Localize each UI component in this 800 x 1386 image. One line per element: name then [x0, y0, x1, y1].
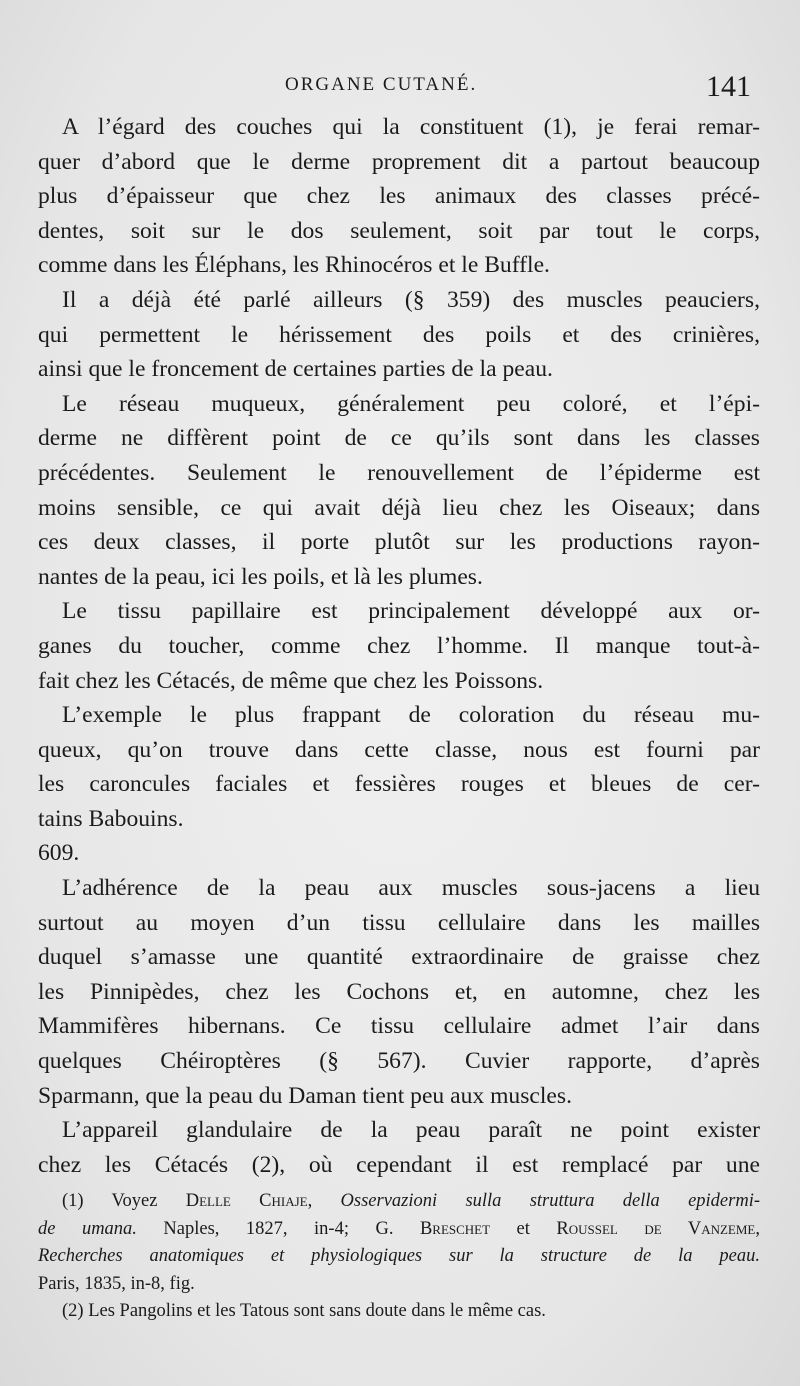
footnote-1-line: Recherches anatomiques et physiologiques sur la structure de la peau.: [38, 1246, 760, 1266]
text-line: tains Babouins.: [38, 805, 184, 832]
footnotes: [38, 1188, 760, 1326]
text-line: comme dans les Éléphans, les Rhinocéros et le Buffle.: [38, 252, 550, 279]
text-line: les caroncules faciales et fessières rouges et bleues de cer-: [38, 771, 760, 798]
text-line: Mammifères hibernans. Ce tissu cellulaire admet l’air dans: [38, 1013, 760, 1040]
paragraph: [38, 110, 760, 283]
text-line: Le tissu papillaire est principalement développé aux or-: [62, 598, 760, 625]
text-line: moins sensible, ce qui avait déjà lieu chez les Oiseaux; dans: [38, 494, 760, 521]
footnote-text: (1) Voyez: [62, 1191, 186, 1211]
text-line: Sparmann, que la peau du Daman tient peu aux muscles.: [38, 1082, 572, 1109]
paragraph: [38, 594, 760, 698]
section-number: 609.: [38, 840, 80, 867]
text-line: précédentes. Seulement le renouvellement de l’épiderme est: [38, 459, 760, 486]
text-line: Il a déjà été parlé ailleurs (§ 359) des muscles peauciers,: [62, 286, 760, 313]
footnote-author: Breschet: [419, 1218, 491, 1239]
text-line: nantes de la peau, ici les poils, et là les plumes.: [38, 563, 483, 590]
page-number: 141: [706, 70, 751, 103]
paragraph: [38, 387, 760, 595]
text-line: chez les Cétacés (2), où cependant il est remplacé par une: [38, 1151, 760, 1178]
footnote-1-line: [38, 1188, 760, 1216]
main-text: [38, 110, 760, 1182]
text-line: ainsi que le froncement de certaines parties de la peau.: [38, 356, 553, 383]
text-line: Le réseau muqueux, généralement peu coloré, et l’épi-: [62, 390, 760, 417]
text-line: L’appareil glandulaire de la peau paraît ne point exister: [62, 1117, 760, 1144]
footnote-text: et: [490, 1218, 557, 1239]
text-line: les Pinnipèdes, chez les Cochons et, en automne, chez les: [38, 978, 760, 1005]
text-line: fait chez les Cétacés, de même que chez les Poissons.: [38, 667, 544, 694]
text-line: A l’égard des couches qui la constituent (1), je ferai remar-: [62, 114, 760, 140]
footnote-text: ,: [307, 1191, 341, 1211]
text-line: L’adhérence de la peau aux muscles sous-jacens a lieu: [62, 875, 760, 902]
text-line: plus d’épaisseur que chez les animaux des classes précé-: [38, 183, 760, 210]
text-line: quelques Chéiroptères (§ 567). Cuvier rapporte, d’après: [38, 1048, 760, 1075]
paragraph: [38, 1113, 760, 1182]
text-line: duquel s’amasse une quantité extraordinaire de graisse chez: [38, 944, 760, 971]
footnote-1-line: [38, 1216, 760, 1244]
page-header: [0, 70, 800, 110]
footnote-1-line: Paris, 1835, in-8, fig.: [38, 1273, 195, 1294]
text-line: ganes du toucher, comme chez l’homme. Il manque tout-à-: [38, 632, 760, 659]
text-line: queux, qu’on trouve dans cette classe, nous est fourni par: [38, 736, 760, 763]
text-line: qui permettent le hérissement des poils et des crinières,: [38, 321, 760, 348]
text-line: L’exemple le plus frappant de coloration du réseau mu-: [62, 702, 760, 729]
paragraph: [38, 871, 760, 1113]
text-line: ces deux classes, il porte plutôt sur les productions rayon-: [38, 529, 760, 556]
footnote-2: (2) Les Pangolins et les Tatous sont sans doute dans le même cas.: [62, 1301, 546, 1321]
footnote-author: Roussel de Vanzeme: [556, 1218, 756, 1239]
footnote-text: ,: [755, 1218, 760, 1239]
footnote-author: Delle Chiaje: [185, 1191, 308, 1211]
text-line: surtout au moyen d’un tissu cellulaire dans les mailles: [38, 909, 760, 936]
paragraph: [38, 698, 760, 836]
footnote-text: Naples, 1827, in-4; G.: [136, 1218, 420, 1239]
footnote-title: Osservazioni sulla struttura della epidermi-: [340, 1191, 760, 1211]
footnote-title: de umana.: [38, 1218, 137, 1239]
text-line: derme ne diffèrent point de ce qu’ils sont dans les classes: [38, 425, 760, 452]
running-head: ORGANE CUTANÉ.: [285, 74, 478, 95]
paragraph: [38, 283, 760, 387]
text-line: quer d’abord que le derme proprement dit a partout beaucoup: [38, 148, 760, 175]
text-line: dentes, soit sur le dos seulement, soit par tout le corps,: [38, 217, 760, 244]
